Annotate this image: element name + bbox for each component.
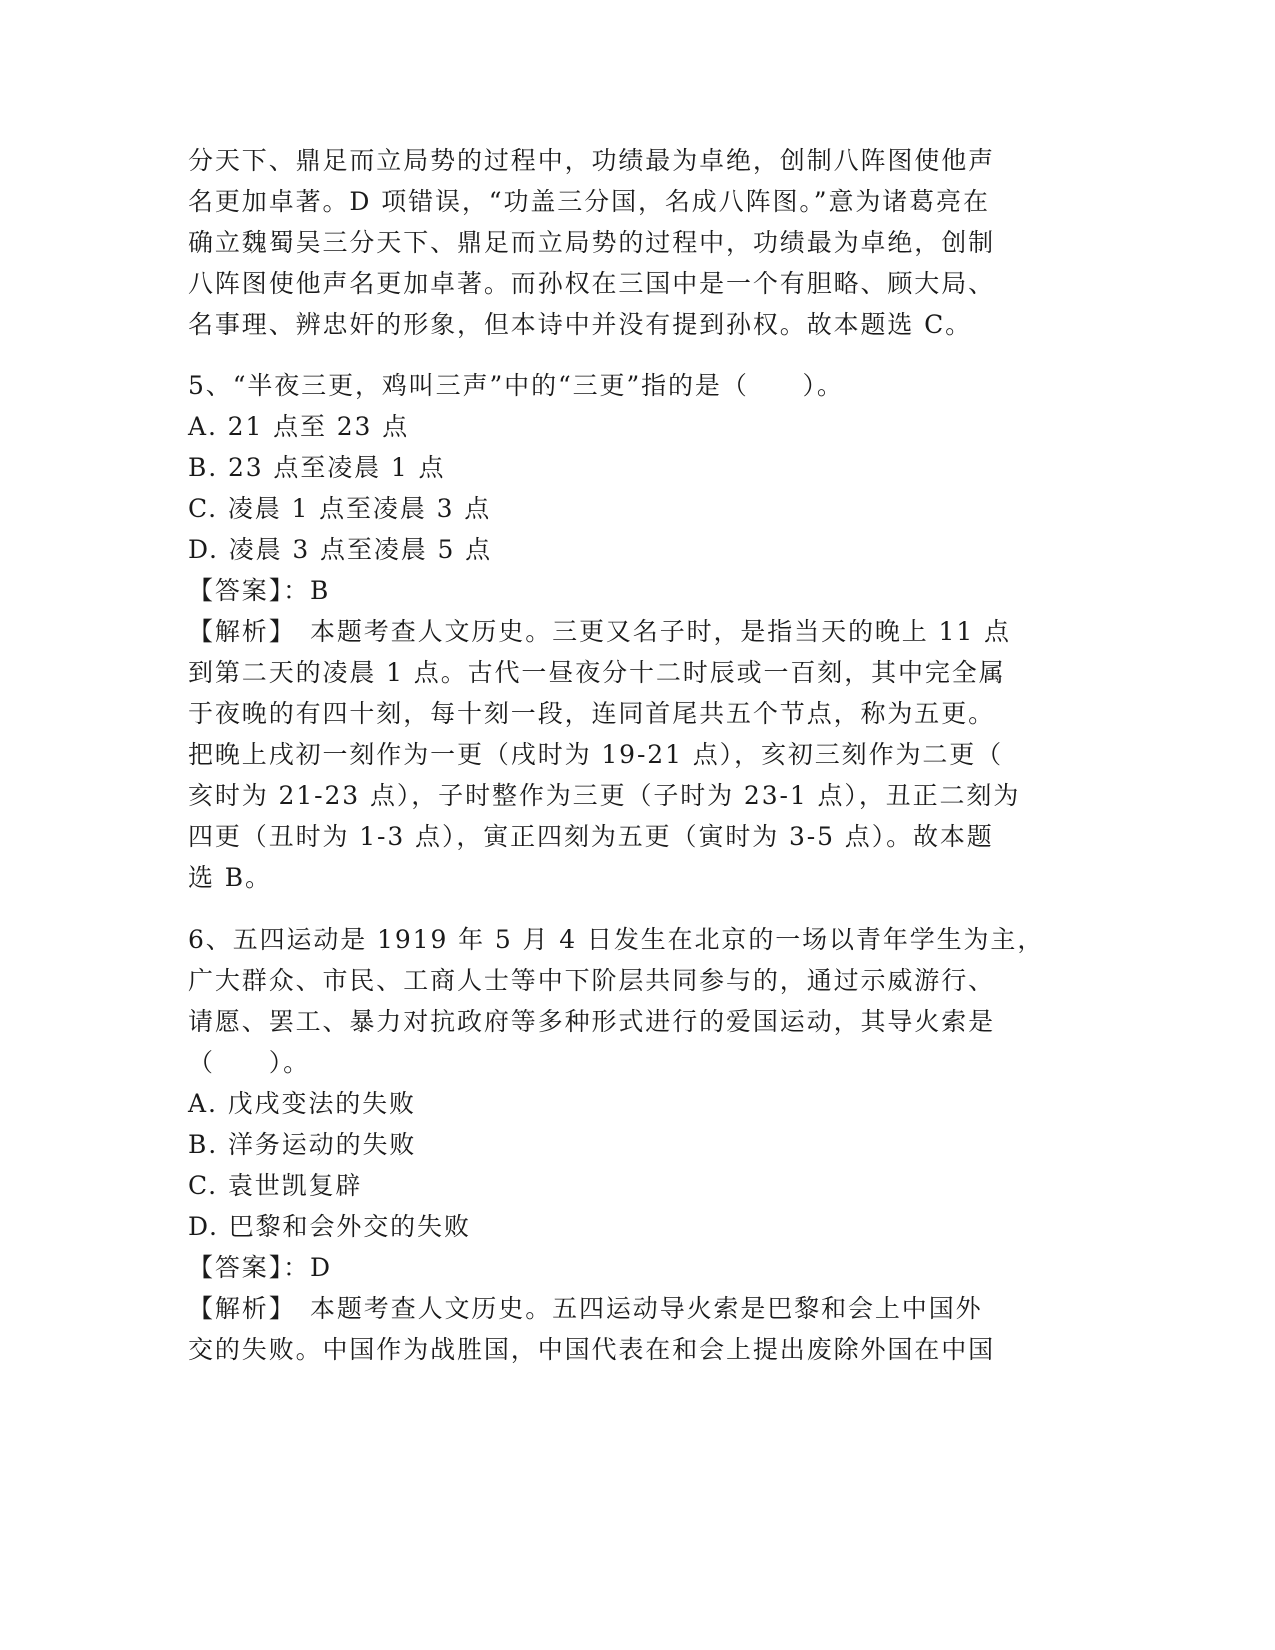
paragraph-line: 名事理、辨忠奸的形象，但本诗中并没有提到孙权。故本题选 C。 [188,310,973,339]
question-5-analysis-line: 四更（丑时为 1-3 点），寅正四刻为五更（寅时为 3-5 点）。故本题 [188,822,994,851]
question-5-analysis-line: 【解析】 本题考查人文历史。三更又名子时，是指当天的晚上 11 点 [188,617,1011,646]
question-5-option-c: C. 凌晨 1 点至凌晨 3 点 [188,494,492,523]
question-5-analysis-line: 选 B。 [188,863,272,892]
question-6-option-d: D. 巴黎和会外交的失败 [188,1212,471,1241]
question-6-option-c: C. 袁世凯复辟 [188,1171,363,1200]
question-6-analysis-line: 交的失败。中国作为战胜国，中国代表在和会上提出废除外国在中国 [188,1335,996,1364]
question-6-option-a: A. 戊戌变法的失败 [188,1089,416,1118]
question-5-analysis-line: 于夜晚的有四十刻，每十刻一段，连同首尾共五个节点，称为五更。 [188,699,996,728]
question-6-answer: 【答案】：D [188,1253,332,1282]
question-6-stem-line: （ ）。 [188,1048,311,1077]
question-5-analysis-line: 亥时为 21-23 点），子时整作为三更（子时为 23-1 点），丑正二刻为 [188,781,1021,810]
question-6-analysis-line: 【解析】 本题考查人文历史。五四运动导火索是巴黎和会上中国外 [188,1294,983,1323]
question-5-option-d: D. 凌晨 3 点至凌晨 5 点 [188,535,493,564]
paragraph-line: 名更加卓著。D 项错误，“功盖三分国，名成八阵图。”意为诸葛亮在 [188,187,990,216]
question-5-answer: 【答案】：B [188,576,331,605]
question-5-option-b: B. 23 点至凌晨 1 点 [188,453,446,482]
question-6-stem-line: 请愿、罢工、暴力对抗政府等多种形式进行的爱国运动，其导火索是 [188,1007,996,1036]
question-5-stem: 5、“半夜三更，鸡叫三声”中的“三更”指的是（ ）。 [188,371,844,400]
paragraph-line: 确立魏蜀吴三分天下、鼎足而立局势的过程中，功绩最为卓绝，创制 [188,228,996,257]
question-6-stem-line: 广大群众、市民、工商人士等中下阶层共同参与的，通过示威游行、 [188,966,996,995]
question-6-option-b: B. 洋务运动的失败 [188,1130,417,1159]
paragraph-line: 八阵图使他声名更加卓著。而孙权在三国中是一个有胆略、顾大局、 [188,269,996,298]
question-5-analysis-line: 把晚上戌初一刻作为一更（戌时为 19-21 点），亥初三刻作为二更（ [188,740,1004,769]
paragraph-line: 分天下、鼎足而立局势的过程中，功绩最为卓绝，创制八阵图使他声 [188,146,996,175]
question-6-stem-line: 6、五四运动是 1919 年 5 月 4 日发生在北京的一场以青年学生为主， [188,925,1045,954]
question-5-analysis-line: 到第二天的凌晨 1 点。古代一昼夜分十二时辰或一百刻，其中完全属 [188,658,1006,687]
question-5-option-a: A. 21 点至 23 点 [188,412,410,441]
